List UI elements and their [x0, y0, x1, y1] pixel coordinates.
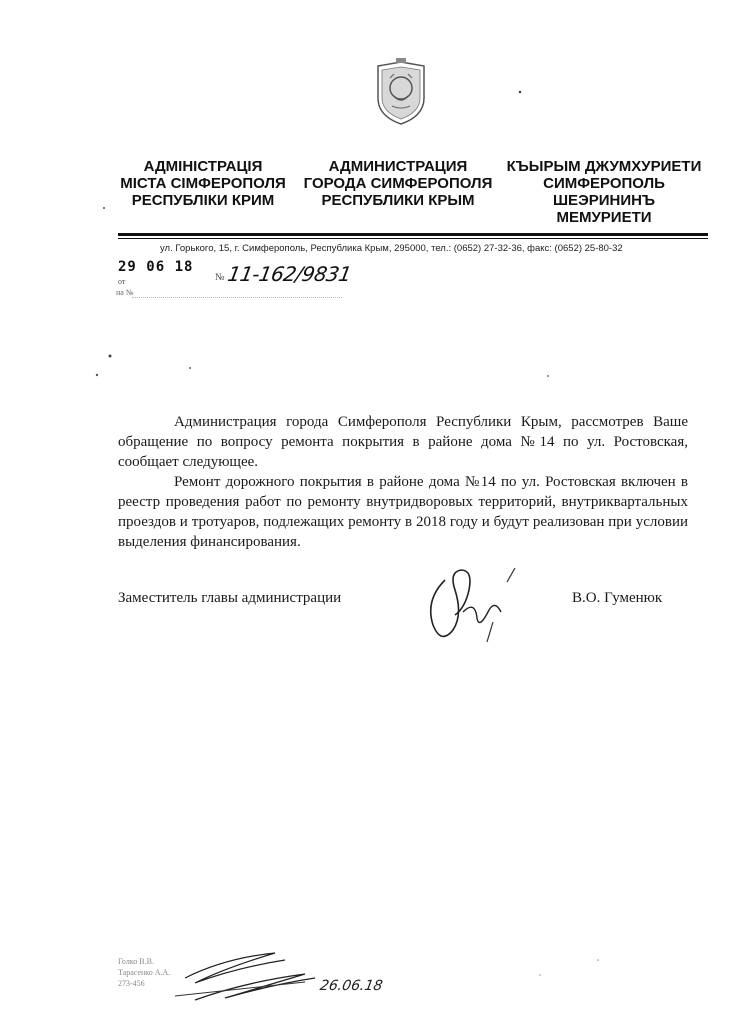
body-paragraph-1: Администрация города Симферополя Республики Крым, рассмотрев Ваше обращение по вопросу ремонта покрытия в районе дома №14 по ул. Ростовская, сообщает следующее. [118, 414, 688, 470]
header-russian [300, 158, 496, 209]
header-crimean-tatar [502, 158, 706, 226]
handwritten-signature [415, 560, 525, 660]
coat-of-arms-icon [372, 58, 430, 126]
header-crh-line-3: ШЕЭРИНИНЪ [552, 192, 656, 209]
footer-handwritten-scribble [165, 938, 395, 1008]
header-divider-thin [118, 238, 708, 239]
header-uk-line-3: РЕСПУБЛІКИ КРИМ [131, 192, 275, 209]
header-uk-line-2: МІСТА СІМФЕРОПОЛЯ [120, 175, 286, 192]
header-crh-line-2: СИМФЕРОПОЛЬ [543, 175, 665, 192]
registration-date-stamp: 29 06 18 [118, 259, 194, 275]
header-uk-line-1: АДМІНІСТРАЦІЯ [143, 158, 263, 175]
footer-handwritten-date: 26.06.18 [318, 978, 384, 994]
registration-number: 11-162/9831 [225, 262, 354, 286]
address-line: ул. Горького, 15, г. Симферополь, Республика Крым, 295000, тел.: (0652) 27-32-36, факс: (0652) 25-80-32 [160, 243, 623, 254]
header-ru-line-2: ГОРОДА СИМФЕРОПОЛЯ [303, 175, 493, 192]
header-ru-line-3: РЕСПУБЛИКИ КРЫМ [321, 192, 475, 209]
header-crh-line-4: МЕМУРИЕТИ [556, 209, 652, 226]
registration-from-label: от [118, 277, 126, 286]
signatory-title: Заместитель главы администрации [118, 590, 342, 606]
registration-number-label: № [215, 272, 225, 283]
header-divider-thick [118, 233, 708, 236]
body-paragraph-2: Ремонт дорожного покрытия в районе дома №14 по ул. Ростовская включен в реестр проведения работ по ремонту внутридворовых территорий, внутриквартальных проездов и тротуаров, подлежащих ремонту в 2018 году и будут реализован при условии выделения финансирования. [118, 474, 688, 550]
header-crh-line-1: КЪЫРЫМ ДЖУМХУРИЕТИ [506, 158, 702, 175]
registration-blank-line [132, 296, 342, 298]
executor-phone: 273-456 [118, 979, 145, 988]
header-ukrainian [112, 158, 294, 209]
executor-name: Голко В.В. [118, 957, 154, 966]
executor-name-2: Тарасенко А.А. [118, 968, 171, 977]
header-ru-line-1: АДМИНИСТРАЦИЯ [328, 158, 468, 175]
signatory-name: В.О. Гуменюк [572, 590, 663, 606]
registration-on-label: на № [116, 288, 134, 297]
